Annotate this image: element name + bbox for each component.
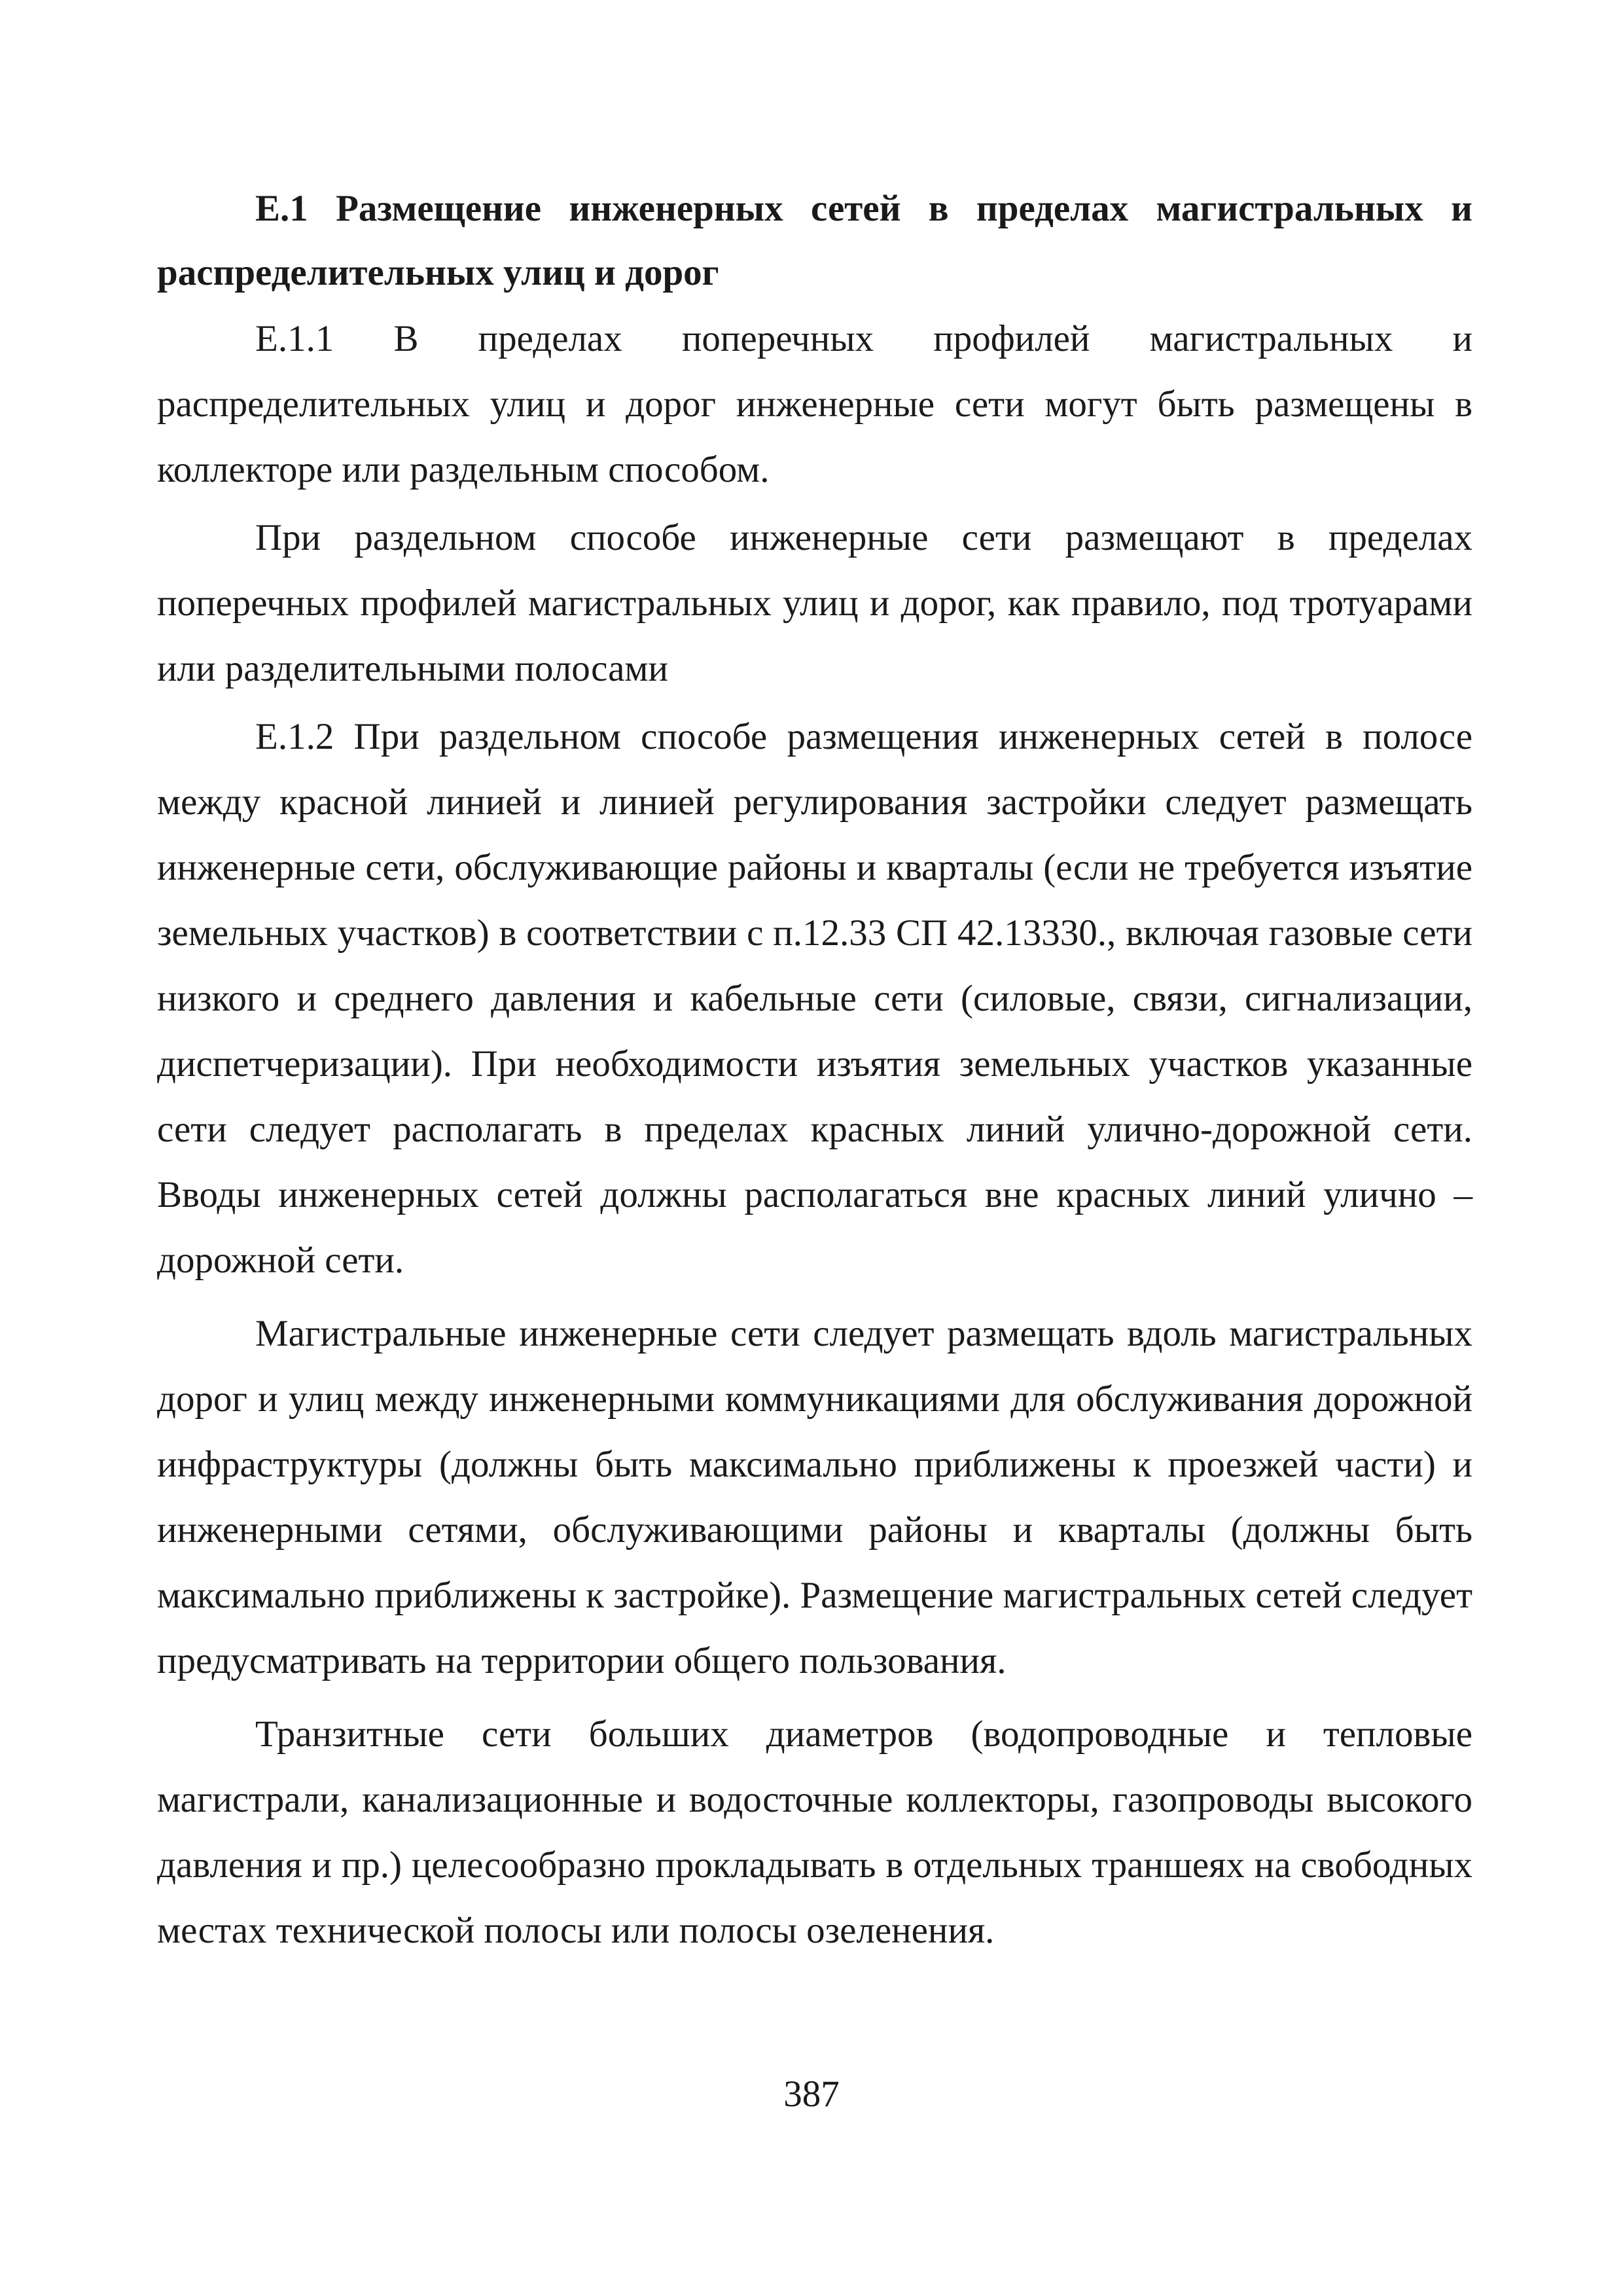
- paragraph-separate-method: При раздельном способе инженерные сети размещают в пределах поперечных профилей магистральных улиц и дорог, как правило, под тротуарами или разделительными полосами: [157, 517, 1472, 689]
- paragraph-transit-networks: Транзитные сети больших диаметров (водопроводные и тепловые магистрали, канализационные и водосточные коллекторы, газопроводы высокого давления и пр.) целесообразно прокладывать в отдельных траншеях на свободных местах технической полосы или полосы озеленения.: [157, 1713, 1472, 1951]
- paragraph-main-networks: Магистральные инженерные сети следует размещать вдоль магистральных дорог и улиц между инженерными коммуникациями для обслуживания дорожной инфраструктуры (должны быть максимально приближены к проезжей части) и инженерными сетями, обслуживающими районы и кварталы (должны быть максимально приближены к застройке). Размещение магистральных сетей следует предусматривать на территории общего пользования.: [157, 1313, 1472, 1681]
- paragraph-e-1-2: Е.1.2 При раздельном способе размещения инженерных сетей в полосе между красной линией и линией регулирования застройки следует размещать инженерные сети, обслуживающие районы и кварталы (если не требуется изъятие земельных участков) в соответствии с п.12.33 СП 42.13330., включая газовые сети низкого и среднего давления и кабельные сети (силовые, связи, сигнализации, диспетчеризации). При необходимости изъятия земельных участков указанные сети следует располагать в пределах красных линий улично-дорожной сети. Вводы инженерных сетей должны располагаться вне красных линий улично –дорожной сети.: [157, 716, 1472, 1281]
- section-heading: Е.1 Размещение инженерных сетей в пределах магистральных и распределительных улиц и дорог: [157, 188, 1472, 293]
- paragraph-e-1-1: Е.1.1 В пределах поперечных профилей магистральных и распределительных улиц и дорог инженерные сети могут быть размещены в коллекторе или раздельным способом.: [157, 318, 1472, 490]
- document-page: [157, 177, 1472, 1964]
- page-number: 387: [783, 2073, 840, 2115]
